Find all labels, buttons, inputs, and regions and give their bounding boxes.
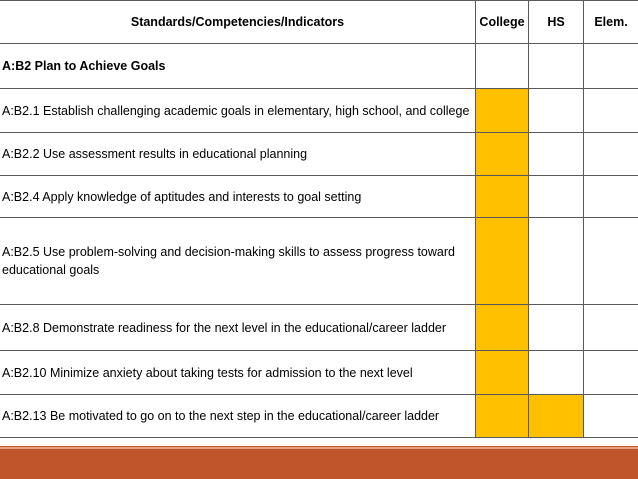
college-cell	[476, 89, 529, 133]
college-cell	[476, 176, 529, 218]
row-standard-text: A:B2.13 Be motivated to go on to the next step in the educational/career ladder	[0, 395, 476, 438]
footer-bar	[0, 446, 638, 479]
table-row	[0, 133, 638, 176]
hs-cell	[529, 218, 584, 305]
college-cell	[476, 44, 529, 89]
elem-cell	[584, 395, 638, 438]
elem-cell	[584, 89, 638, 133]
header-standards: Standards/Competencies/Indicators	[0, 1, 476, 44]
header-hs: HS	[529, 1, 584, 44]
row-standard-text: A:B2.1 Establish challenging academic goals in elementary, high school, and college	[0, 89, 476, 133]
row-standard-text: A:B2.8 Demonstrate readiness for the next level in the educational/career ladder	[0, 305, 476, 351]
elem-cell	[584, 44, 638, 89]
row-standard-text: A:B2.10 Minimize anxiety about taking tests for admission to the next level	[0, 351, 476, 395]
table-header-row	[0, 1, 638, 44]
elem-cell	[584, 176, 638, 218]
hs-cell	[529, 133, 584, 176]
elem-cell	[584, 133, 638, 176]
table-row	[0, 176, 638, 218]
header-elem: Elem.	[584, 1, 638, 44]
college-cell	[476, 395, 529, 438]
row-standard-text: A:B2 Plan to Achieve Goals	[0, 44, 476, 89]
hs-cell	[529, 351, 584, 395]
hs-cell	[529, 176, 584, 218]
header-college: College	[476, 1, 529, 44]
college-cell	[476, 133, 529, 176]
table-row	[0, 351, 638, 395]
elem-cell	[584, 218, 638, 305]
elem-cell	[584, 305, 638, 351]
table-row	[0, 44, 638, 89]
college-cell	[476, 351, 529, 395]
college-cell	[476, 218, 529, 305]
table-row	[0, 395, 638, 438]
hs-cell	[529, 44, 584, 89]
row-standard-text: A:B2.5 Use problem-solving and decision-making skills to assess progress toward educational goals	[0, 218, 476, 305]
row-standard-text: A:B2.2 Use assessment results in educational planning	[0, 133, 476, 176]
footer-accent-line	[0, 447, 638, 449]
table-row	[0, 305, 638, 351]
college-cell	[476, 305, 529, 351]
row-standard-text: A:B2.4 Apply knowledge of aptitudes and interests to goal setting	[0, 176, 476, 218]
table-row	[0, 218, 638, 305]
elem-cell	[584, 351, 638, 395]
hs-cell	[529, 395, 584, 438]
hs-cell	[529, 305, 584, 351]
hs-cell	[529, 89, 584, 133]
table-row	[0, 89, 638, 133]
